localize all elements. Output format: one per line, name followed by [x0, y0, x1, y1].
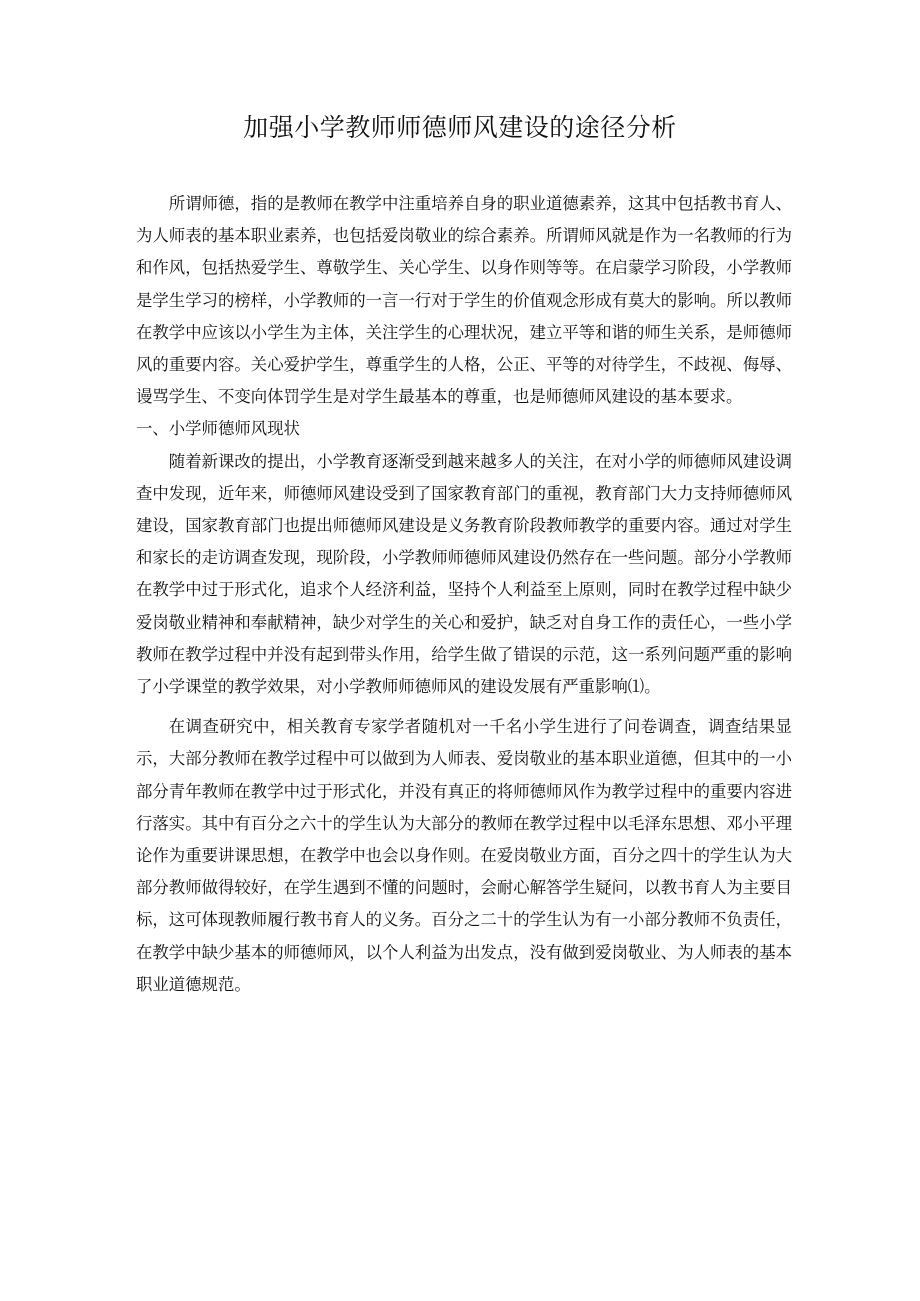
paragraph-current-status: 随着新课改的提出，小学教育逐渐受到越来越多人的关注，在对小学的师德师风建设调查中发现，近年来，师德师风建设受到了国家教育部门的重视，教育部门大力支持师德师风建设，国家教育部门也提出师德师风建设是义务教育阶段教师教学的重要内容。通过对学生和家长的走访调查发现，现阶段，小学教师师德师风建设仍然存在一些问题。部分小学教师在教学中过于形式化，追求个人经济利益，坚持个人利益至上原则，同时在教学过程中缺少爱岗敬业精神和奉献精神，缺少对学生的关心和爱护，缺乏对自身工作的责任心，一些小学教师在教学过程中并没有起到带头作用，给学生做了错误的示范，这一系列问题严重的影响了小学课堂的教学效果，对小学教师师德师风的建设发展有严重影响⑴。	[136, 451, 792, 697]
paragraph-intro: 所谓师德，指的是教师在教学中注重培养自身的职业道德素养，这其中包括教书育人、为人师表的基本职业素养，也包括爱岗敬业的综合素养。所谓师风就是作为一名教师的行为和作风，包括热爱学生、尊敬学生、关心学生、以身作则等等。在启蒙学习阶段，小学教师是学生学习的榜样，小学教师的一言一行对于学生的价值观念形成有莫大的影响。所以教师在教学中应该以小学生为主体，关注学生的心理状况，建立平等和谐的师生关系，是师德师风的重要内容。关心爱护学生，尊重学生的人格，公正、平等的对待学生，不歧视、侮辱、谩骂学生、不变向体罚学生是对学生最基本的尊重，也是师德师风建设的基本要求。	[136, 194, 792, 407]
document-title: 加强小学教师师德师风建设的途径分析	[243, 113, 677, 142]
document-body	[136, 188, 792, 1001]
section-heading: 一、小学师德师风现状	[136, 419, 300, 439]
paragraph-survey: 在调查研究中，相关教育专家学者随机对一千名小学生进行了问卷调查，调查结果显示，大部分教师在教学过程中可以做到为人师表、爱岗敬业的基本职业道德，但其中的一小部分青年教师在教学中过于形式化，并没有真正的将师德师风作为教学过程中的重要内容进行落实。其中有百分之六十的学生认为大部分的教师在教学过程中以毛泽东思想、邓小平理论作为重要讲课思想，在教学中也会以身作则。在爱岗敬业方面，百分之四十的学生认为大部分教师做得较好，在学生遇到不懂的问题时，会耐心解答学生疑问，以教书育人为主要目标，这可体现教师履行教书育人的义务。百分之二十的学生认为有一小部分教师不负责任，在教学中缺少基本的师德师风，以个人利益为出发点，没有做到爱岗敬业、为人师表的基本职业道德规范。	[136, 717, 792, 994]
